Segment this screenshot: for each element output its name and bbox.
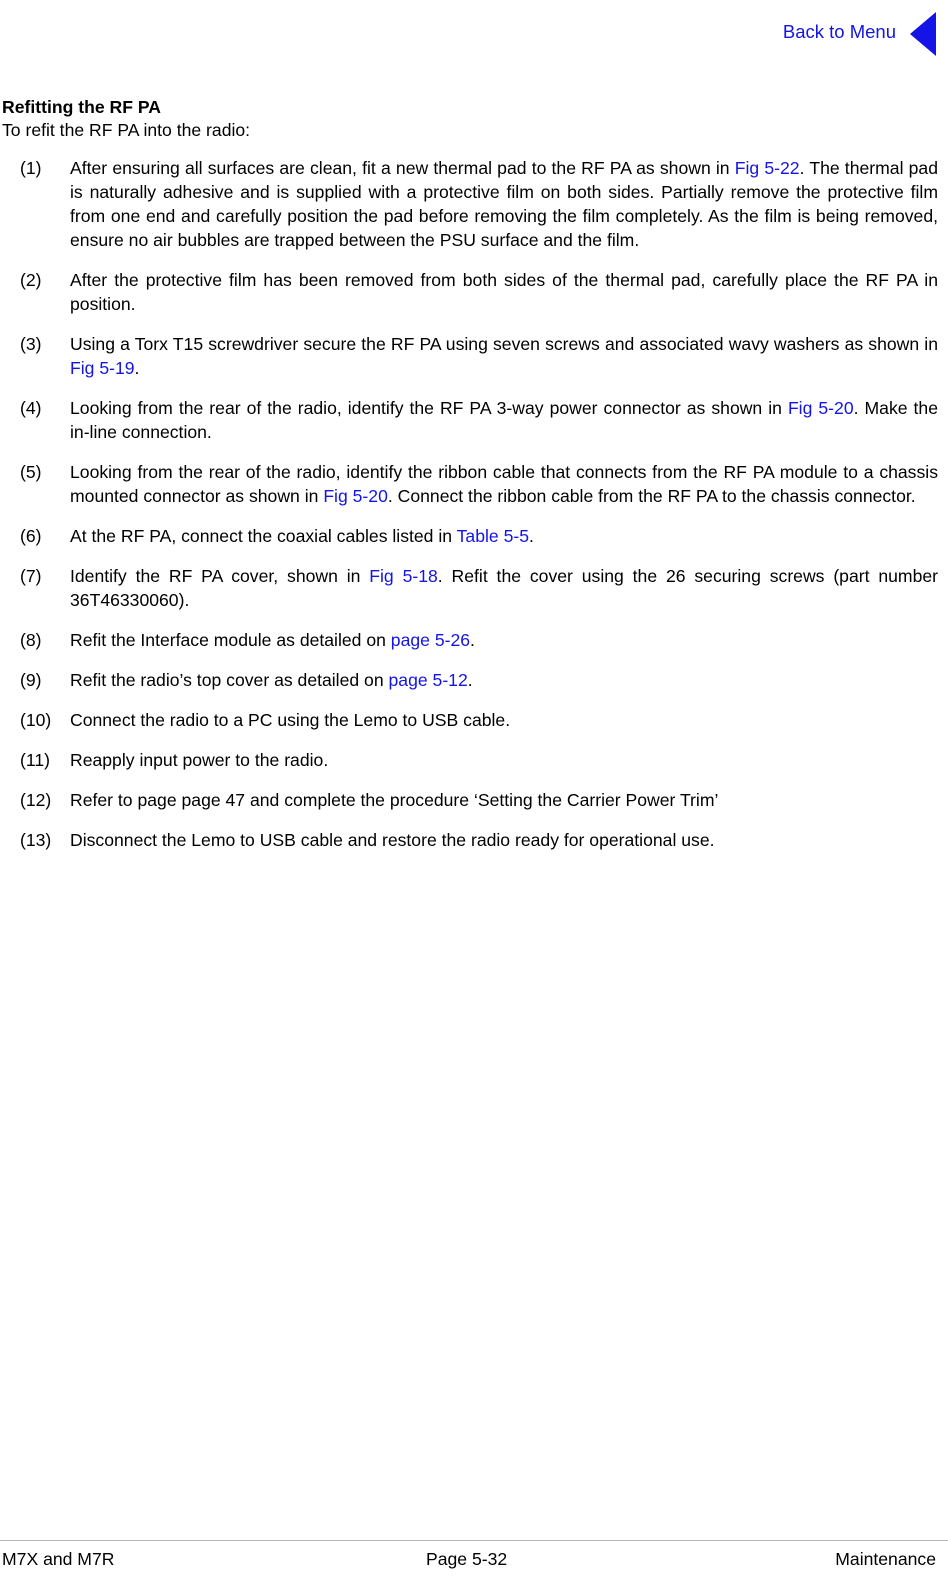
step-text [70, 460, 938, 508]
step-text-part: . [134, 358, 140, 378]
step-text-part: Refit the Interface module as detailed on [70, 630, 391, 650]
step-text-part: Refit the radio’s top cover as detailed on [70, 670, 389, 690]
procedure-steps [2, 156, 938, 852]
step-number: (5) [20, 462, 42, 482]
step-number: (3) [20, 334, 42, 354]
step-item [2, 828, 938, 852]
step-text [70, 628, 938, 652]
step-item [2, 788, 938, 812]
step-text-part: After ensuring all surfaces are clean, fit a new thermal pad to the RF PA as shown in [70, 158, 735, 178]
step-text [70, 156, 938, 252]
step-text [70, 708, 938, 732]
step-number: (10) [20, 710, 52, 730]
step-number: (12) [20, 790, 52, 810]
step-text-part: . [470, 630, 475, 650]
step-text [70, 828, 938, 852]
step-number: (8) [20, 630, 42, 650]
step-text [70, 668, 938, 692]
step-text [70, 748, 938, 772]
page-footer [0, 1540, 948, 1585]
step-number: (13) [20, 830, 52, 850]
xref-link-fig-5-20[interactable]: Fig 5-20 [323, 486, 388, 506]
page-content [2, 96, 938, 868]
xref-link-fig-5-19[interactable]: Fig 5-19 [70, 358, 135, 378]
back-to-menu-label[interactable]: Back to Menu [782, 21, 896, 42]
step-number: (2) [20, 270, 42, 290]
step-text-part: Looking from the rear of the radio, identify the ribbon cable that connects from the RF PA module to a chassis mounted connector as shown in [70, 462, 938, 506]
xref-link-fig-5-18[interactable]: Fig 5-18 [369, 566, 438, 586]
xref-link-table-5-5[interactable]: Table 5-5 [456, 526, 530, 546]
step-text-part: Reapply input power to the radio. [70, 750, 329, 770]
step-number: (9) [20, 670, 42, 690]
step-item [2, 268, 938, 316]
step-item [2, 396, 938, 444]
step-number: (4) [20, 398, 42, 418]
step-text [70, 268, 938, 316]
step-text-part: . Connect the ribbon cable from the RF PA to the chassis connector. [387, 486, 916, 506]
step-text-part: . [529, 526, 534, 546]
step-text-part: Refer to page page 47 and complete the procedure ‘Setting the Carrier Power Trim’ [70, 790, 719, 810]
step-item [2, 668, 938, 692]
back-to-menu-button[interactable] [783, 12, 936, 56]
step-text [70, 564, 938, 612]
footer-section: Maintenance [835, 1549, 936, 1569]
step-text-part: Connect the radio to a PC using the Lemo to USB cable. [70, 710, 511, 730]
step-number: (7) [20, 566, 42, 586]
step-text [70, 332, 938, 380]
step-item [2, 524, 938, 548]
step-text-part: Disconnect the Lemo to USB cable and restore the radio ready for operational use. [70, 830, 715, 850]
step-text [70, 396, 938, 444]
footer-product: M7X and M7R [2, 1549, 115, 1569]
step-item [2, 156, 938, 252]
step-number: (11) [20, 750, 50, 770]
step-number: (1) [20, 158, 42, 178]
step-item [2, 332, 938, 380]
step-text-part: Looking from the rear of the radio, identify the RF PA 3-way power connector as shown in [70, 398, 788, 418]
xref-link-page-5-26[interactable]: page 5-26 [390, 630, 471, 650]
step-item [2, 708, 938, 732]
xref-link-fig-5-20[interactable]: Fig 5-20 [787, 398, 854, 418]
footer-page-number: Page 5-32 [426, 1549, 508, 1569]
step-item [2, 460, 938, 508]
step-number: (6) [20, 526, 42, 546]
step-item [2, 564, 938, 612]
section-title: Refitting the RF PA [2, 97, 161, 117]
step-text-part: Identify the RF PA cover, shown in [70, 566, 370, 586]
step-text-part: . Refit the cover using the 26 securing screws (part number 36T46330060). [70, 566, 938, 610]
xref-link-fig-5-22[interactable]: Fig 5-22 [734, 158, 800, 178]
step-text-part: . Make the in-line connection. [70, 398, 938, 442]
xref-link-page-5-12[interactable]: page 5-12 [388, 670, 468, 690]
step-text-part: . [467, 670, 473, 690]
section-intro: To refit the RF PA into the radio: [2, 120, 251, 140]
step-text [70, 524, 938, 548]
back-arrow-icon[interactable] [910, 12, 936, 56]
step-text [70, 788, 938, 812]
step-text-part: At the RF PA, connect the coaxial cables listed in [70, 526, 457, 546]
step-text-part: After the protective film has been removed from both sides of the thermal pad, carefully place the RF PA in position. [70, 270, 938, 314]
step-item [2, 748, 938, 772]
step-text-part: . The thermal pad is naturally adhesive and is supplied with a protective film on both sides. Partially remove the protective film from one end and carefully position the pad before removing the film completely. As the film is being removed, ensure no air bubbles are trapped between the PSU surface and the film. [70, 158, 938, 250]
step-text-part: Using a Torx T15 screwdriver secure the RF PA using seven screws and associated wavy washers as shown in [70, 334, 938, 354]
step-item [2, 628, 938, 652]
